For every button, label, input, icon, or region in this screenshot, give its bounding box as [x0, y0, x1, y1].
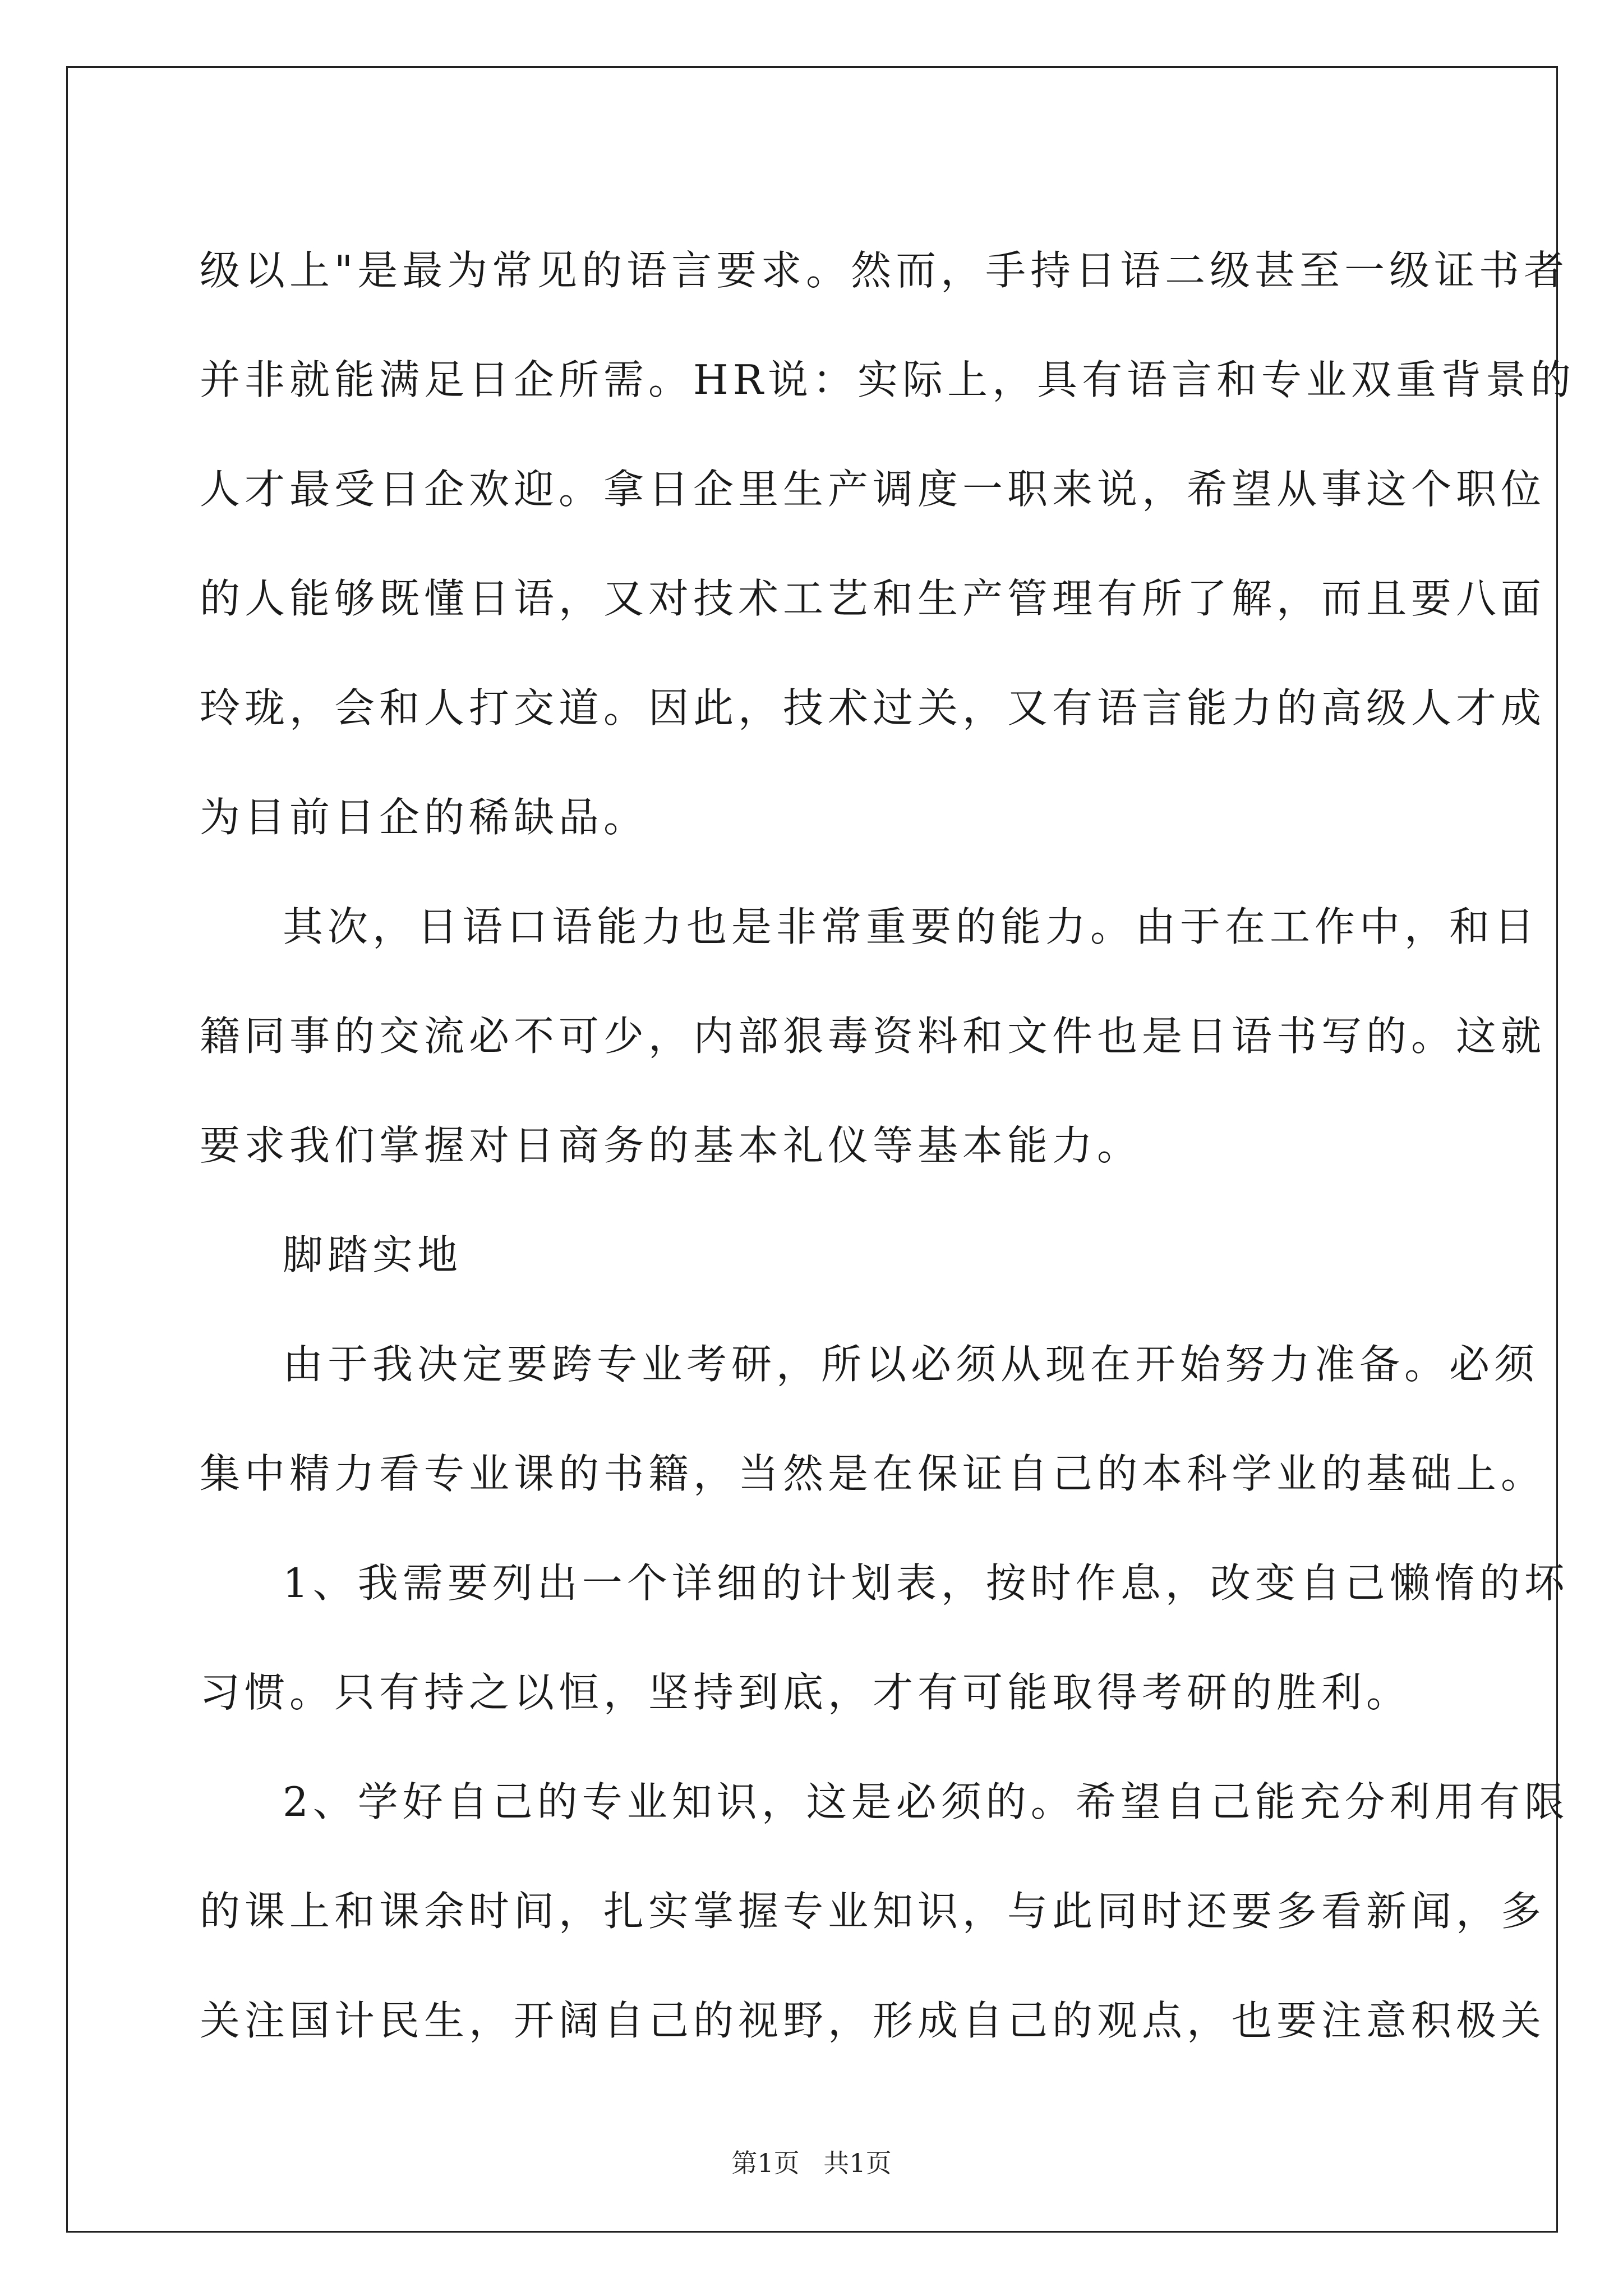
page-total: 共1页 — [823, 2148, 892, 2178]
text-line: 级以上"是最为常见的语言要求。然而，手持日语二级甚至一级证书者 — [200, 247, 1569, 294]
text-line: 要求我们掌握对日商务的基本礼仪等基本能力。 — [200, 1122, 1142, 1169]
page-footer — [0, 2143, 1623, 2180]
text-line: 集中精力看专业课的书籍，当然是在保证自己的本科学业的基础上。 — [200, 1450, 1546, 1497]
text-line: 人才最受日企欢迎。拿日企里生产调度一职来说，希望从事这个职位 — [200, 466, 1546, 513]
text-line: 并非就能满足日企所需。HR说：实际上，具有语言和专业双重背景的 — [200, 356, 1576, 403]
text-line: 籍同事的交流必不可少，内部狠毒资料和文件也是日语书写的。这就 — [200, 1013, 1546, 1060]
text-line: 由于我决定要跨专业考研，所以必须从现在开始努力准备。必须 — [283, 1341, 1539, 1388]
text-line: 关注国计民生，开阔自己的视野，形成自己的观点，也要注意积极关 — [200, 1997, 1546, 2044]
text-line: 1、我需要列出一个详细的计划表，按时作息，改变自己懒惰的坏 — [283, 1559, 1569, 1607]
text-line: 其次，日语口语能力也是非常重要的能力。由于在工作中，和日 — [283, 903, 1539, 950]
text-line: 的课上和课余时间，扎实掌握专业知识，与此同时还要多看新闻，多 — [200, 1888, 1546, 1935]
section-heading: 脚踏实地 — [283, 1231, 463, 1278]
text-line: 玲珑，会和人打交道。因此，技术过关，又有语言能力的高级人才成 — [200, 684, 1546, 731]
text-line: 2、学好自己的专业知识，这是必须的。希望自己能充分利用有限 — [283, 1778, 1569, 1825]
document-body — [200, 216, 1576, 2076]
text-line: 习惯。只有持之以恒，坚持到底，才有可能取得考研的胜利。 — [200, 1669, 1412, 1716]
page-number: 第1页 — [731, 2148, 800, 2178]
text-line: 为目前日企的稀缺品。 — [200, 794, 649, 841]
text-line: 的人能够既懂日语，又对技术工艺和生产管理有所了解，而且要八面 — [200, 575, 1546, 622]
